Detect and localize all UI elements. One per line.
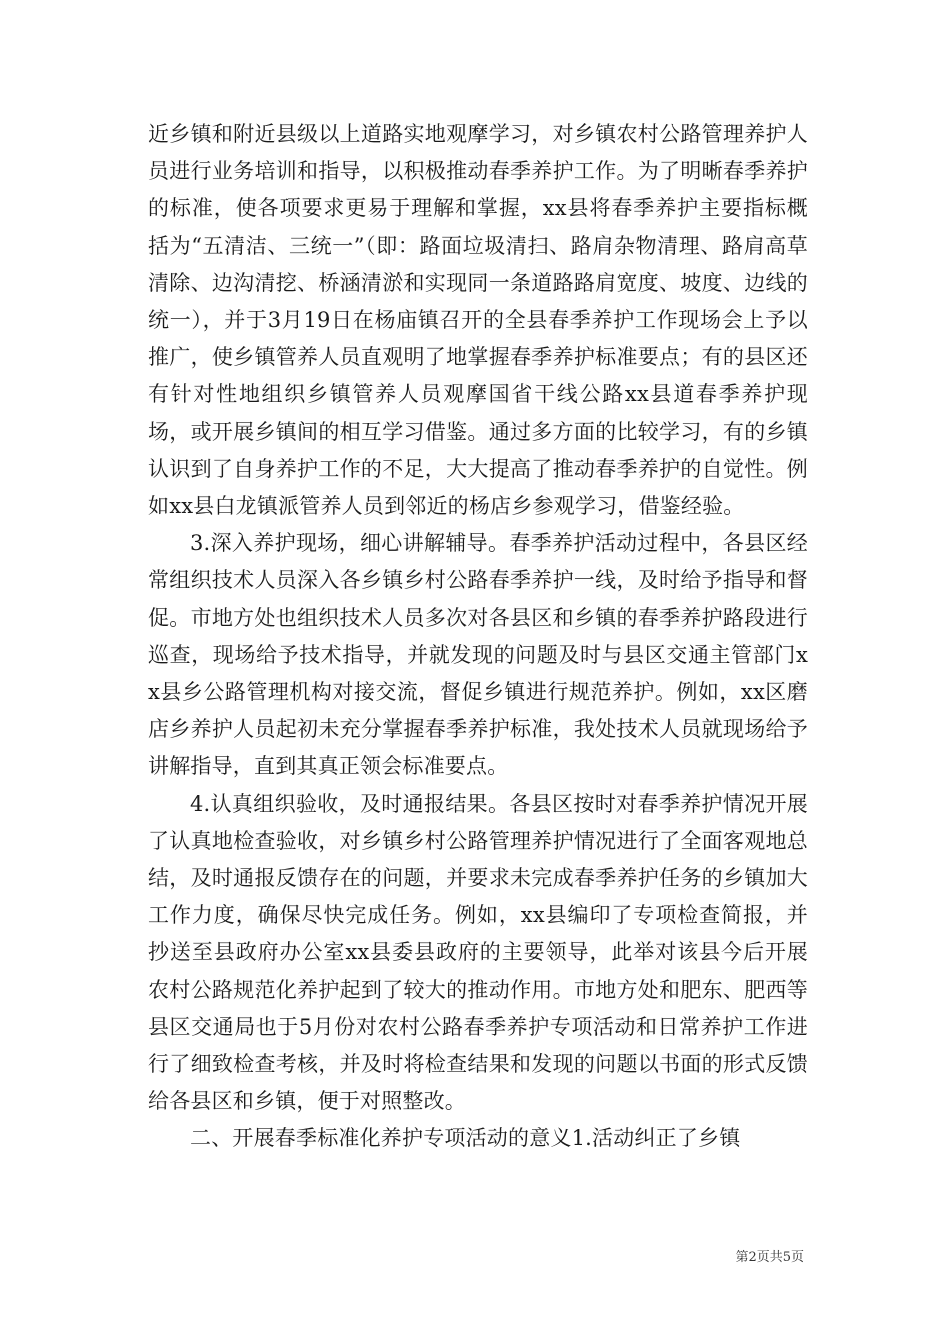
document-body <box>148 116 808 1158</box>
paragraph-section-2: 二、开展春季标准化养护专项活动的意义1.活动纠正了乡镇 <box>190 1126 741 1151</box>
paragraph-continuation: 近乡镇和附近县级以上道路实地观摩学习，对乡镇农村公路管理养护人员进行业务培训和指导，以积极推动春季养护工作。为了明晰春季养护的标准，使各项要求更易于理解和掌握，xx县将春季养护主要指标概括为“五清洁、三统一”（即：路面垃圾清扫、路肩杂物清理、路肩高草清除、边沟清挖、桥涵清淤和实现同一条道路路肩宽度、坡度、边线的统一），并于3月19日在杨庙镇召开的全县春季养护工作现场会上予以推广，使乡镇管养人员直观明了地掌握春季养护标准要点；有的县区还有针对性地组织乡镇管养人员观摩国省干线公路xx县道春季养护现场，或开展乡镇间的相互学习借鉴。通过多方面的比较学习，有的乡镇认识到了自身养护工作的不足，大大提高了推动春季养护的自觉性。例如xx县白龙镇派管养人员到邻近的杨店乡参观学习，借鉴经验。 <box>148 122 808 519</box>
page-number-footer: 第2页共5页 <box>735 1250 804 1265</box>
paragraph-item-4: 4.认真组织验收，及时通报结果。各县区按时对春季养护情况开展了认真地检查验收，对乡镇乡村公路管理养护情况进行了全面客观地总结，及时通报反馈存在的问题，并要求未完成春季养护任务的乡镇加大工作力度，确保尽快完成任务。例如，xx县编印了专项检查简报，并抄送至县政府办公室xx县委县政府的主要领导，此举对该县今后开展农村公路规范化养护起到了较大的推动作用。市地方处和肥东、肥西等县区交通局也于5月份对农村公路春季养护专项活动和日常养护工作进行了细致检查考核，并及时将检查结果和发现的问题以书面的形式反馈给各县区和乡镇，便于对照整改。 <box>148 791 808 1114</box>
paragraph-item-3: 3.深入养护现场，细心讲解辅导。春季养护活动过程中，各县区经常组织技术人员深入各乡镇乡村公路春季养护一线，及时给予指导和督促。市地方处也组织技术人员多次对各县区和乡镇的春季养护路段进行巡查，现场给予技术指导，并就发现的问题及时与县区交通主管部门xx县乡公路管理机构对接交流，督促乡镇进行规范养护。例如，xx区磨店乡养护人员起初未充分掌握春季养护标准，我处技术人员就现场给予讲解指导，直到其真正领会标准要点。 <box>148 531 808 779</box>
